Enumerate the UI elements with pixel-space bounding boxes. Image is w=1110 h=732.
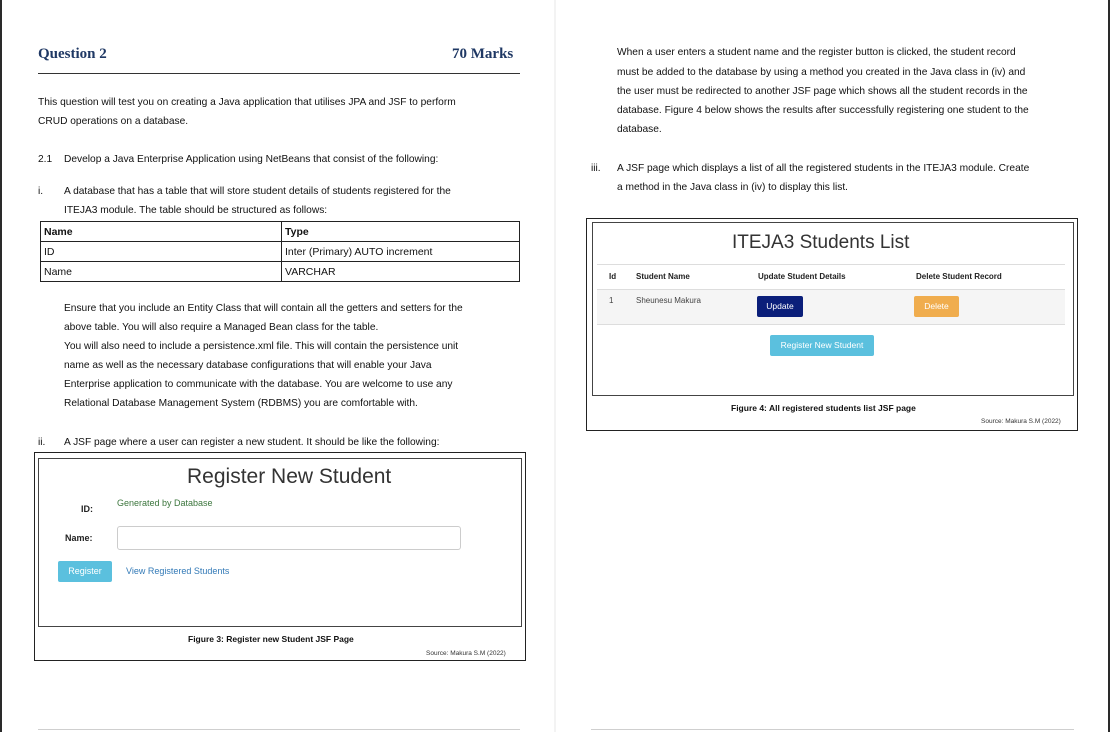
table-header-row bbox=[41, 222, 520, 242]
paragraph-line: above table. You will also require a Managed Bean class for the table. bbox=[64, 322, 379, 333]
register-new-student-button[interactable]: Register New Student bbox=[770, 335, 874, 356]
view-registered-students-link[interactable]: View Registered Students bbox=[126, 566, 230, 576]
figure-4-source: Source: Makura S.M (2022) bbox=[981, 418, 1061, 425]
column-header-student-name: Student Name bbox=[636, 272, 690, 281]
structure-table bbox=[40, 221, 520, 282]
update-button[interactable]: Update bbox=[757, 296, 803, 317]
paragraph-line: Enterprise application to communicate with the database. You are welcome to use any bbox=[64, 379, 453, 390]
paragraph-line: When a user enters a student name and the register button is clicked, the student record bbox=[617, 47, 1016, 58]
item-iii-line-1: A JSF page which displays a list of all the registered students in the ITEJA3 module. Create bbox=[617, 163, 1030, 174]
document-page-right bbox=[556, 0, 1108, 732]
table-cell: ID bbox=[41, 242, 282, 262]
name-input[interactable] bbox=[117, 526, 461, 550]
table-header-name: Name bbox=[41, 222, 282, 242]
register-button[interactable]: Register bbox=[58, 561, 112, 582]
students-list-title: ITEJA3 Students List bbox=[732, 232, 910, 253]
table-cell: Name bbox=[41, 262, 282, 282]
paragraph-line: name as well as the necessary database configurations that will enable your Java bbox=[64, 360, 432, 371]
figure-3-source: Source: Makura S.M (2022) bbox=[426, 650, 506, 657]
document-page-left bbox=[2, 0, 554, 732]
name-label: Name: bbox=[65, 533, 93, 543]
row-name-cell: Sheunesu Makura bbox=[636, 296, 701, 305]
paragraph-line: must be added to the database by using a method you created in the Java class in (iv) and bbox=[617, 67, 1026, 78]
intro-line-2: CRUD operations on a database. bbox=[38, 116, 189, 127]
item-i-line-2: ITEJA3 module. The table should be structured as follows: bbox=[64, 205, 328, 216]
item-iii-number: iii. bbox=[591, 163, 601, 174]
table-cell: VARCHAR bbox=[282, 262, 520, 282]
item-ii-text: A JSF page where a user can register a new student. It should be like the following: bbox=[64, 437, 440, 448]
figure-3-caption: Figure 3: Register new Student JSF Page bbox=[188, 634, 354, 644]
page-footer-line bbox=[38, 729, 520, 730]
paragraph-line: database. bbox=[617, 124, 662, 135]
table-row bbox=[597, 289, 1065, 325]
column-header-delete: Delete Student Record bbox=[916, 272, 1002, 281]
paragraph-line: database. Figure 4 below shows the results after successfully registering one student to the bbox=[617, 105, 1029, 116]
item-2-1-number: 2.1 bbox=[38, 154, 53, 165]
question-title: Question 2 bbox=[38, 46, 107, 62]
intro-line-1: This question will test you on creating a Java application that utilises JPA and JSF to perform bbox=[38, 97, 456, 108]
id-generated-text: Generated by Database bbox=[117, 498, 213, 508]
item-i-line-1: A database that has a table that will store student details of students registered for the bbox=[64, 186, 451, 197]
paragraph-line: Ensure that you include an Entity Class that will contain all the getters and setters for the bbox=[64, 303, 463, 314]
table-top-border bbox=[597, 264, 1065, 265]
paragraph-line: You will also need to include a persistence.xml file. This will contain the persistence unit bbox=[64, 341, 459, 352]
item-i-number: i. bbox=[38, 186, 44, 197]
table-row bbox=[41, 262, 520, 282]
question-marks: 70 Marks bbox=[452, 46, 514, 62]
heading-rule bbox=[38, 73, 520, 74]
id-label: ID: bbox=[81, 504, 93, 514]
table-row bbox=[41, 242, 520, 262]
delete-button[interactable]: Delete bbox=[914, 296, 959, 317]
column-header-id: Id bbox=[609, 272, 617, 281]
table-header-type: Type bbox=[282, 222, 520, 242]
item-iii-line-2: a method in the Java class in (iv) to display this list. bbox=[617, 182, 849, 193]
register-page-title: Register New Student bbox=[187, 465, 392, 488]
row-id-cell: 1 bbox=[609, 296, 614, 305]
item-ii-number: ii. bbox=[38, 437, 46, 448]
paragraph-line: Relational Database Management System (RDBMS) you are comfortable with. bbox=[64, 398, 418, 409]
item-2-1-text: Develop a Java Enterprise Application using NetBeans that consist of the following: bbox=[64, 154, 439, 165]
page-footer-line bbox=[591, 729, 1074, 730]
figure-4-caption: Figure 4: All registered students list JSF page bbox=[731, 403, 916, 413]
paragraph-line: the user must be redirected to another JSF page which shows all the student records in the bbox=[617, 86, 1028, 97]
column-header-update: Update Student Details bbox=[758, 272, 846, 281]
table-cell: Inter (Primary) AUTO increment bbox=[282, 242, 520, 262]
